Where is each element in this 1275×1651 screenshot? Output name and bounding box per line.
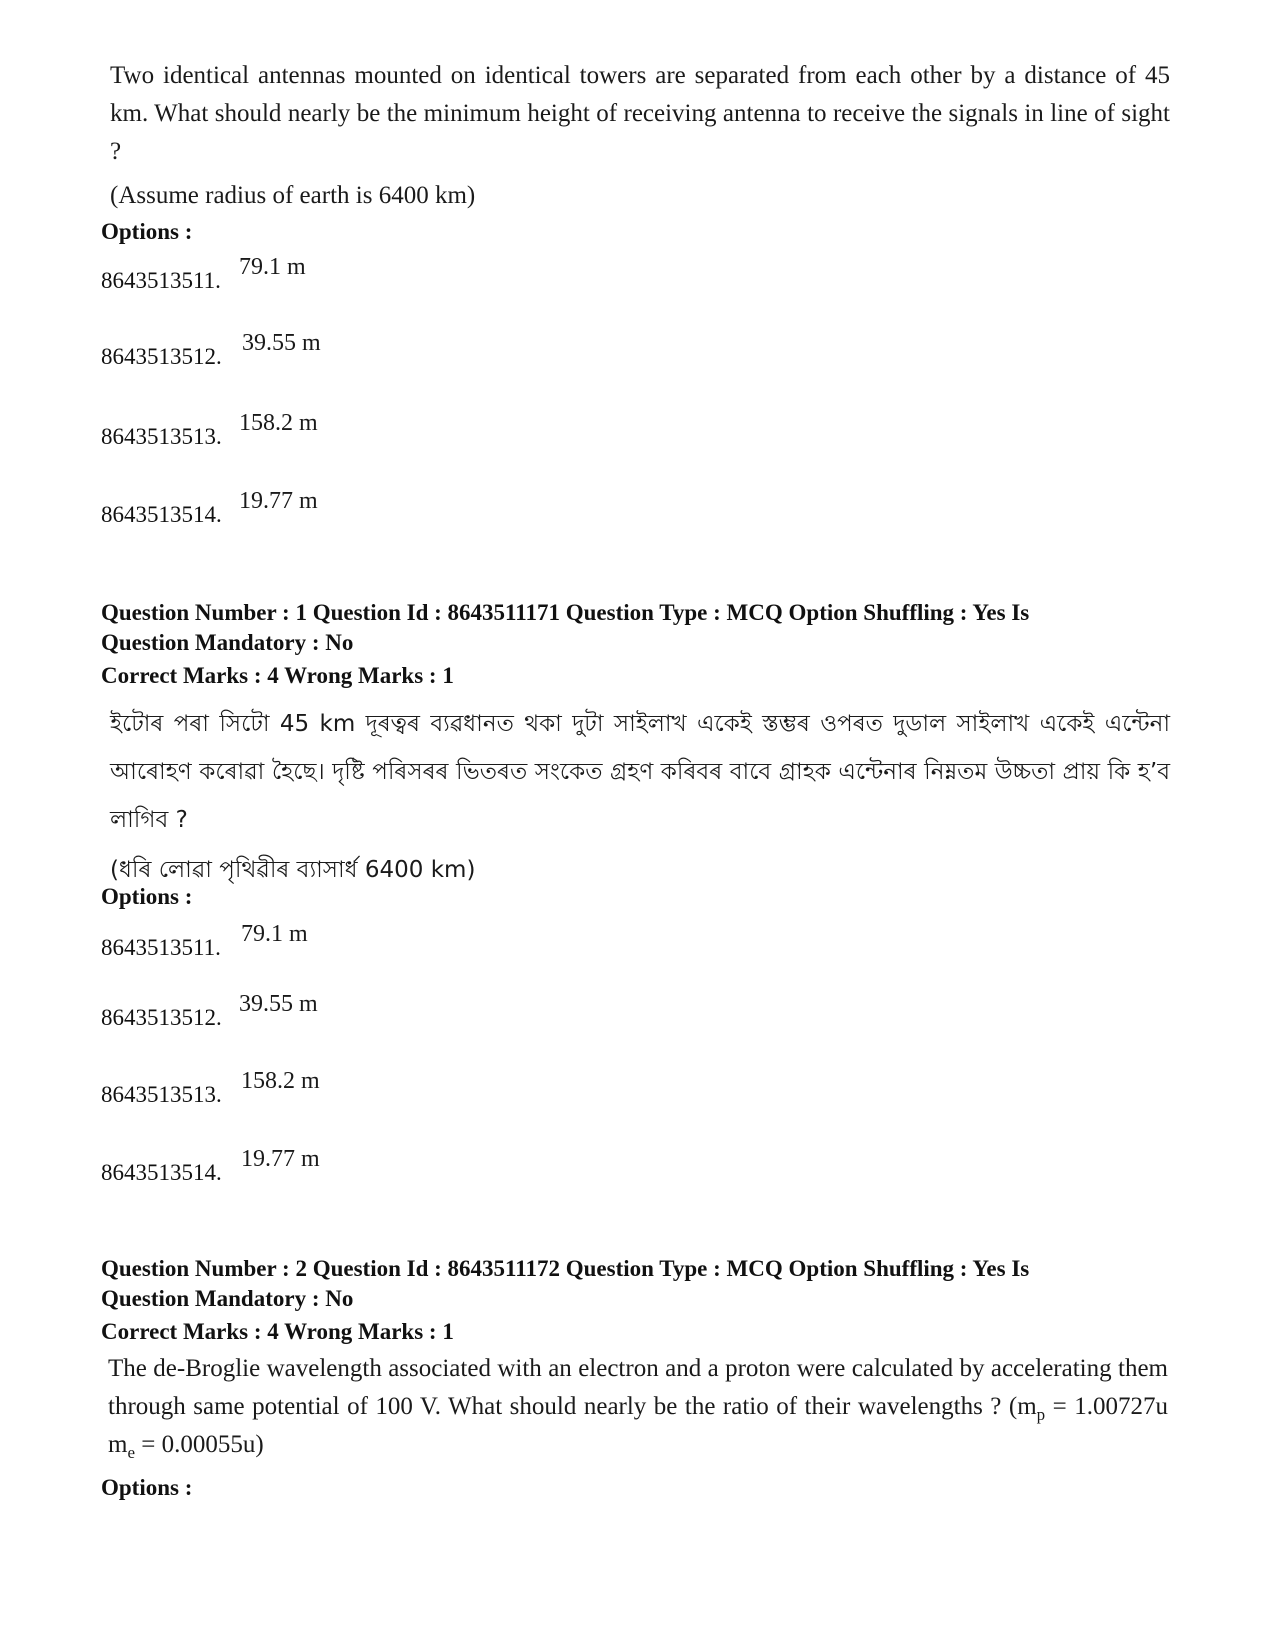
question-body (108, 1350, 1168, 1464)
subscript-e: e (127, 1443, 135, 1462)
option-id: 8643513514. (101, 502, 222, 527)
option-value: 158.2 m (241, 1068, 320, 1094)
option-id: 8643513511. (101, 935, 221, 960)
question-assumption: (ধৰি লোৱা পৃথিৱীৰ ব্যাসাৰ্ধ 6400 km) (110, 857, 476, 883)
option-value: 19.77 m (239, 488, 318, 514)
question-text-english-q0 (110, 57, 1170, 215)
question-body-part3: = 0.00055u) (135, 1431, 264, 1458)
option-value: 39.55 m (239, 991, 318, 1017)
question-body-part2: = 1.00727u m (108, 1393, 1168, 1458)
option-id: 8643513514. (101, 1160, 222, 1185)
subscript-p: p (1036, 1405, 1046, 1424)
question-body: ইটোৰ পৰা সিটো 45 km দূৰত্বৰ ব্যৱধানত থকা দুটা সাইলাখ একেই স্তম্ভৰ ওপৰত দুডাল সাইলাখ একেই এন্টেনা আৰোহণ কৰোৱা হৈছে। দৃষ্টি পৰিসৰৰ ভিতৰত সংকেত গ্ৰহণ কৰিবৰ বাবে গ্ৰাহক এন্টেনাৰ নিম্নতম উচ্চতা প্ৰায় কি হ’ব লাগিব ? (110, 711, 1170, 833)
option-id: 8643513512. (101, 344, 222, 369)
option-id: 8643513513. (101, 424, 222, 449)
options-label: Options : (101, 1475, 193, 1500)
question-assumption: (Assume radius of earth is 6400 km) (110, 182, 476, 209)
option-value: 79.1 m (239, 254, 306, 280)
question-text-assamese-q1 (110, 700, 1170, 894)
option-value: 158.2 m (239, 410, 318, 436)
question-header-q2 (101, 1254, 1211, 1347)
option-id: 8643513511. (101, 268, 221, 293)
question-marks: Correct Marks : 4 Wrong Marks : 1 (101, 1319, 454, 1344)
question-header-q1 (101, 598, 1211, 691)
option-value: 79.1 m (241, 921, 308, 947)
option-id: 8643513512. (101, 1005, 222, 1030)
question-mandatory-line: Question Mandatory : No (101, 1286, 354, 1311)
question-text-english-q2 (108, 1350, 1168, 1464)
option-value: 19.77 m (241, 1146, 320, 1172)
option-id: 8643513513. (101, 1082, 222, 1107)
option-value: 39.55 m (242, 330, 321, 356)
question-body-part1: The de-Broglie wavelength associated with an electron and a proton were calculated by accelerating them through same potential of 100 V. What should nearly be the ratio of their wavelengths ? (m (108, 1355, 1168, 1420)
options-label: Options : (101, 884, 193, 909)
question-body: Two identical antennas mounted on identical towers are separated from each other by a distance of 45 km. What should nearly be the minimum height of receiving antenna to receive the signals in line of sight ? (110, 62, 1170, 165)
question-meta-line: Question Number : 1 Question Id : 8643511171 Question Type : MCQ Option Shuffling : Yes Is (101, 600, 1030, 625)
question-mandatory-line: Question Mandatory : No (101, 630, 354, 655)
options-label: Options : (101, 219, 193, 244)
question-marks: Correct Marks : 4 Wrong Marks : 1 (101, 663, 454, 688)
question-meta-line: Question Number : 2 Question Id : 8643511172 Question Type : MCQ Option Shuffling : Yes Is (101, 1256, 1030, 1281)
